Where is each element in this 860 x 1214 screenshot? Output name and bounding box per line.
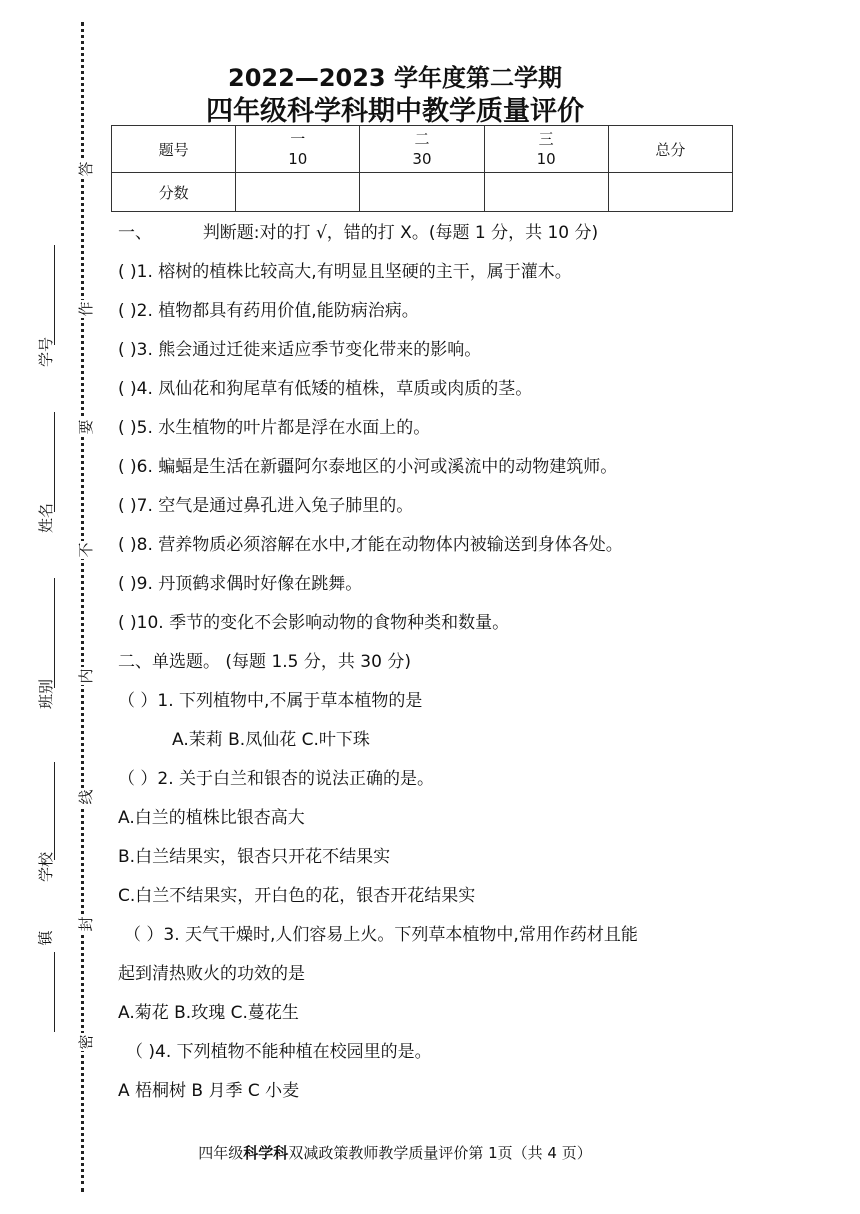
seal-char-2: 作 xyxy=(77,301,95,317)
mc-question-2-option-a: A.白兰的植株比银杏高大 xyxy=(118,808,305,828)
mc-question-1-options: A.茉莉 B.凤仙花 C.叶下珠 xyxy=(172,730,370,750)
tf-question-5 xyxy=(118,418,430,438)
score-cell-total[interactable] xyxy=(608,173,732,212)
seal-char-1: 答 xyxy=(77,161,95,177)
answer-blank[interactable]: ( )3. xyxy=(118,340,153,360)
seal-char-5: 内 xyxy=(77,668,95,684)
answer-blank[interactable]: ( )8. xyxy=(118,535,153,555)
seal-char-6: 线 xyxy=(77,789,95,805)
question-text: 空气是通过鼻孔进入兔子肺里的。 xyxy=(158,496,414,516)
mc-question-4-options: A 梧桐树 B 月季 C 小麦 xyxy=(118,1081,300,1101)
column-3-header xyxy=(484,126,608,173)
seal-dotted-line xyxy=(81,22,84,1192)
student-id-rule xyxy=(54,245,55,345)
exam-title-line2: 四年级科学科期中教学质量评价 xyxy=(206,96,584,127)
tf-question-7 xyxy=(118,496,413,516)
class-rule xyxy=(54,578,55,688)
mc-question-1[interactable]: （ ）1. 下列植物中,不属于草本植物的是 xyxy=(118,691,423,711)
tf-question-1 xyxy=(118,262,572,282)
seal-char-3: 要 xyxy=(77,419,95,435)
school-rule xyxy=(54,762,55,860)
question-text: 凤仙花和狗尾草有低矮的植株，草质或肉质的茎。 xyxy=(158,379,533,399)
section1-number: 一、 xyxy=(118,223,152,243)
mc-question-4[interactable]: （ )4. 下列植物不能种植在校园里的是。 xyxy=(126,1042,432,1062)
column-2-points: 30 xyxy=(412,150,432,168)
seal-char-8: 密 xyxy=(77,1034,95,1050)
student-id-label: 学号 xyxy=(37,336,56,368)
footer-page-info: 双减政策教师教学质量评价第 1页（共 4 页） xyxy=(288,1144,592,1162)
name-label: 姓名 xyxy=(37,502,56,534)
column-2-header xyxy=(360,126,484,173)
score-label: 分数 xyxy=(112,173,236,212)
question-text: 营养物质必须溶解在水中,才能在动物体内被输送到身体各处。 xyxy=(158,535,623,555)
column-3-numeral: 三 xyxy=(538,130,554,148)
answer-blank[interactable]: ( )9. xyxy=(118,574,153,594)
column-2-numeral: 二 xyxy=(414,130,430,148)
mc-question-2-option-b: B.白兰结果实，银杏只开花不结果实 xyxy=(118,847,391,867)
seal-char-4: 不 xyxy=(77,542,95,558)
mc-question-3[interactable]: （ ）3. 天气干燥时,人们容易上火。下列草本植物中,常用作药材且能 xyxy=(124,925,638,945)
answer-blank[interactable]: ( )4. xyxy=(118,379,153,399)
answer-blank[interactable]: ( )2. xyxy=(118,301,153,321)
answer-blank[interactable]: ( )10. xyxy=(118,613,164,633)
tf-question-2 xyxy=(118,301,419,321)
town-rule xyxy=(54,952,55,1032)
mc-question-3-continued: 起到清热败火的功效的是 xyxy=(118,964,305,984)
total-score-label: 总分 xyxy=(608,126,732,173)
column-1-numeral: 一 xyxy=(290,130,306,148)
tf-question-8 xyxy=(118,535,623,555)
tf-question-6 xyxy=(118,457,617,477)
question-text: 蝙蝠是生活在新疆阿尔泰地区的小河或溪流中的动物建筑师。 xyxy=(158,457,618,477)
answer-blank[interactable]: ( )6. xyxy=(118,457,153,477)
score-table-header-row xyxy=(112,126,733,173)
score-cell-2[interactable] xyxy=(360,173,484,212)
footer-grade: 四年级 xyxy=(198,1144,244,1162)
score-table-score-row xyxy=(112,173,733,212)
column-1-points: 10 xyxy=(288,150,308,168)
section2-heading: 二、单选题。 (每题 1.5 分，共 30 分) xyxy=(118,652,411,672)
score-cell-3[interactable] xyxy=(484,173,608,212)
class-label: 班别 xyxy=(37,678,56,710)
answer-blank[interactable]: ( )5. xyxy=(118,418,153,438)
seal-char-7: 封 xyxy=(77,916,95,932)
question-text: 熊会通过迁徙来适应季节变化带来的影响。 xyxy=(158,340,482,360)
name-rule xyxy=(54,412,55,512)
tf-question-9 xyxy=(118,574,362,594)
tf-question-3 xyxy=(118,340,481,360)
question-text: 榕树的植株比较高大,有明显且坚硬的主干，属于灌木。 xyxy=(158,262,572,282)
page-footer xyxy=(0,1142,790,1163)
question-text: 丹顶鹤求偶时好像在跳舞。 xyxy=(158,574,363,594)
question-text: 植物都具有药用价值,能防病治病。 xyxy=(158,301,419,321)
exam-title-line1: 2022—2023 学年度第二学期 xyxy=(228,64,562,92)
answer-blank[interactable]: ( )7. xyxy=(118,496,153,516)
score-table xyxy=(111,125,733,212)
mc-question-2-option-c: C.白兰不结果实，开白色的花，银杏开花结果实 xyxy=(118,886,476,906)
mc-question-2[interactable]: （ ）2. 关于白兰和银杏的说法正确的是。 xyxy=(118,769,435,789)
town-label: 镇 xyxy=(36,930,55,946)
mc-question-3-options: A.菊花 B.玫瑰 C.蔓花生 xyxy=(118,1003,299,1023)
question-text: 水生植物的叶片都是浮在水面上的。 xyxy=(158,418,431,438)
question-number-label: 题号 xyxy=(112,126,236,173)
tf-question-10 xyxy=(118,613,509,633)
column-3-points: 10 xyxy=(536,150,556,168)
section1-heading xyxy=(118,223,598,243)
section1-heading-text: 判断题:对的打 √，错的打 X。(每题 1 分，共 10 分) xyxy=(202,223,599,243)
footer-subject: 科学科 xyxy=(243,1144,289,1162)
question-text: 季节的变化不会影响动物的食物种类和数量。 xyxy=(169,613,510,633)
answer-blank[interactable]: ( )1. xyxy=(118,262,153,282)
school-label: 学校 xyxy=(37,851,56,883)
tf-question-4 xyxy=(118,379,532,399)
score-cell-1[interactable] xyxy=(236,173,360,212)
column-1-header xyxy=(236,126,360,173)
